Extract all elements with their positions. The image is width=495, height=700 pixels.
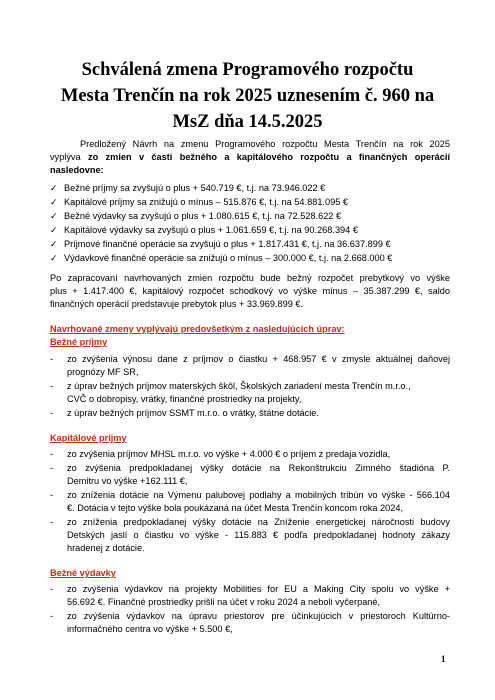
checkmark-icon: ✓	[50, 183, 58, 193]
summary-line: Po zapracovaní navrhovaných zmien rozpočtu bude bežný rozpočet prebytkový vo výške	[50, 273, 450, 283]
checkmark-icon: ✓	[50, 253, 58, 263]
section-heading-kapitalove-prijmy: Kapitálové príjmy	[50, 433, 127, 443]
list-item-cont: Detských jaslí o čiastku vo výške - 115.883 € podľa predpokladanej hodnoty zákazy	[67, 530, 450, 540]
document-title-line-1: Schválená zmena Programového rozpočtu	[81, 60, 414, 80]
checkmark-icon: ✓	[50, 211, 58, 221]
list-item: z úprav bežných príjmov materských škôl, Školských zariadení mesta Trenčín m.r.o.,	[67, 381, 411, 391]
change-item-text: Príjmové finančné operácie sa zvyšujú o plus + 1.817.431 €, t.j. na 36.637.899 €	[64, 239, 391, 249]
change-item	[50, 210, 341, 223]
section-heading-bezne-vydavky: Bežné výdavky	[50, 568, 116, 578]
list-dash: -	[50, 490, 54, 500]
list-item: zo zníženia dotácie na Výmenu palubovej podlahy a mobilných tribún vo výške - 566.104	[67, 490, 450, 500]
list-item-cont: hradenej z dotácie.	[67, 543, 145, 553]
change-item-text: Výdavkové finančné operácie sa znižujú o mínus – 300.000 €, t.j. na 2.668.000 €	[64, 253, 393, 263]
list-item: zo zvýšenia výdavkov na úpravu priestorov pre účinkujúcich v priestoroch Kultúrno-	[67, 611, 450, 621]
intro-line-2-bold: zo zmien v časti bežného a kapitálového rozpočtu a finančných operácií	[88, 152, 450, 162]
list-item-cont: 56.692 €. Finančné prostriedky prišli na účet v roku 2024 a neboli vyčerpané,	[67, 597, 381, 607]
list-item-cont: €. Dotácia v tejto výške bola poukázaná na účet Mesta Trenčín koncom roka 2024,	[67, 503, 404, 513]
change-item-text: Bežné výdavky sa zvyšujú o plus + 1.080.615 €, t.j. na 72.528.622 €	[64, 211, 342, 221]
checkmark-icon: ✓	[50, 225, 58, 235]
list-dash: -	[50, 408, 54, 418]
page-number: 1	[441, 654, 446, 664]
list-dash: -	[50, 463, 54, 473]
list-item-cont: Demitru vo výške +162.111 €,	[67, 476, 188, 486]
change-item	[50, 252, 392, 265]
summary-line: finančných operácií predstavuje prebytok plus + 33.969.899 €.	[50, 299, 304, 309]
change-item	[50, 182, 325, 195]
list-dash: -	[50, 517, 54, 527]
change-item	[50, 224, 358, 237]
checkmark-icon: ✓	[50, 239, 58, 249]
list-dash: -	[50, 381, 54, 391]
intro-line-1: Predložený Návrh na zmenu Programového rozpočtu Mesta Trenčín na rok 2025	[80, 139, 450, 149]
list-item: zo zníženia predpokladanej výšky dotácie na Zníženie energetickej náročnosti budovy	[67, 517, 450, 527]
changes-heading: Navrhované zmeny vyplývajú predovšetkým z nasledujúcich úprav:	[50, 324, 345, 334]
list-item: zo zvýšenia príjmov MHSL m.r.o. vo výške + 4.000 € o príjem z predaja vozidla,	[67, 449, 391, 459]
intro-line-2	[50, 151, 450, 164]
document-title-line-2: Mesta Trenčín na rok 2025 uznesením č. 960 na	[60, 86, 435, 106]
list-dash: -	[50, 584, 54, 594]
change-item-text: Bežné príjmy sa zvyšujú o plus + 540.719 €, t.j. na 73.946.022 €	[64, 183, 326, 193]
list-dash: -	[50, 354, 54, 364]
list-dash: -	[50, 611, 54, 621]
list-item-cont: CVČ o dobropisy, vrátky, finančné prostriedky na projekty,	[67, 394, 302, 404]
checkmark-icon: ✓	[50, 197, 58, 207]
section-heading-bezne-prijmy: Bežné príjmy	[50, 337, 108, 347]
list-item: zo zvýšenia výnosu dane z príjmov o čiastku + 468.957 € v zmysle aktuálnej daňovej	[67, 354, 450, 364]
list-item: z úprav bežných príjmov SSMT m.r.o. o vrátky, štátne dotácie.	[67, 408, 319, 418]
summary-line: plus + 1.417.400 €, kapitálový rozpočet schodkový vo výške mínus – 35.387.299 €, saldo	[50, 286, 450, 296]
list-item: zo zvýšenia predpokladanej výšky dotácie na Rekonštrukciu Zimného štadióna P.	[67, 463, 450, 473]
change-item	[50, 238, 391, 251]
change-item-text: Kapitálové výdavky sa zvyšujú o plus + 1.061.659 €, t.j. na 90.268.394 €	[64, 225, 358, 235]
intro-line-2-plain: vyplýva	[50, 152, 88, 162]
change-item	[50, 196, 348, 209]
document-title-line-3: MsZ dňa 14.5.2025	[172, 112, 323, 132]
change-item-text: Kapitálové príjmy sa znižujú o mínus – 515.876 €, t.j. na 54.881.095 €	[64, 197, 348, 207]
list-dash: -	[50, 449, 54, 459]
intro-line-3: nasledovne:	[50, 165, 104, 175]
list-item-cont: prognózy MF SR,	[67, 367, 139, 377]
list-item-cont: informačného centra vo výške + 5.500 €,	[67, 624, 233, 634]
list-item: zo zvýšenia výdavkov na projekty Mobilities for EU a Making City spolu vo výške +	[67, 584, 450, 594]
